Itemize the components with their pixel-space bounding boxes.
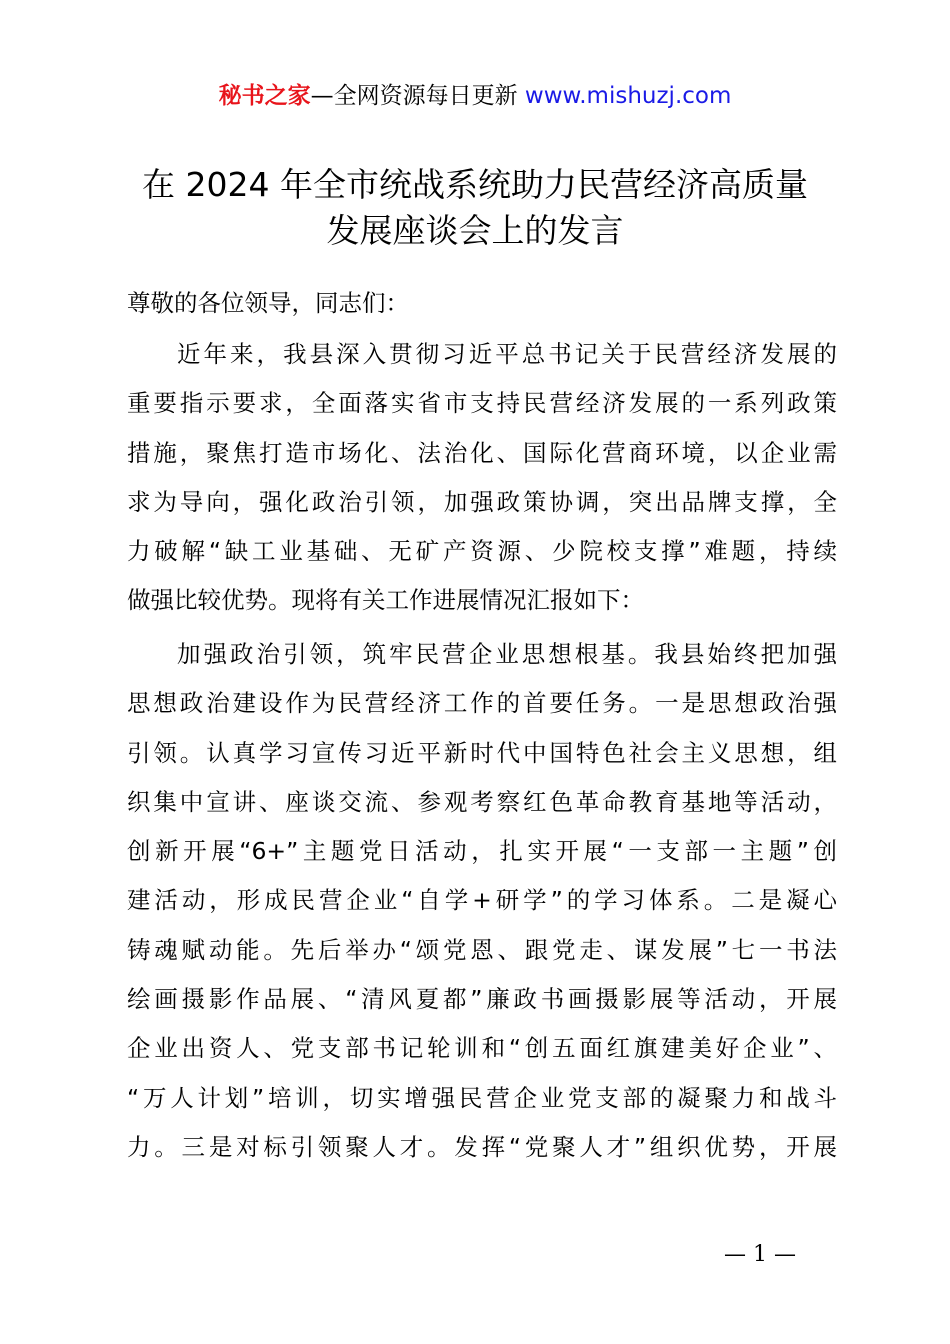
paragraph-line: 力。三是对标引领聚人才。发挥“党聚人才”组织优势，开展 — [127, 1132, 837, 1161]
paragraph-line: 措施，聚焦打造市场化、法治化、国际化营商环境，以企业需 — [127, 438, 837, 467]
paragraph-intro — [127, 330, 837, 626]
title-line-2: 发展座谈会上的发言 — [326, 211, 624, 250]
paragraph-line: 企业出资人、党支部书记轮训和“创五面红旗建美好企业”、 — [127, 1034, 837, 1063]
site-tagline: —全网资源每日更新 — [310, 83, 525, 109]
site-brand: 秘书之家 — [218, 83, 311, 109]
paragraph-line: 力破解“缺工业基础、无矿产资源、少院校支撑”难题，持续 — [127, 537, 837, 566]
paragraph-line: 加强政治引领，筑牢民营企业思想根基。我县始终把加强 — [177, 640, 837, 668]
paragraph-line: 重要指示要求，全面落实省市支持民营经济发展的一系列政策 — [127, 389, 837, 418]
paragraph-line: 创新开展“6+”主题党日活动，扎实开展“一支部一主题”创 — [127, 837, 837, 866]
paragraph-line: 思想政治建设作为民营经济工作的首要任务。一是思想政治强 — [127, 689, 837, 718]
document-title — [100, 162, 850, 254]
paragraph-line: “万人计划”培训，切实增强民营企业党支部的凝聚力和战斗 — [127, 1083, 837, 1112]
paragraph-line: 求为导向，强化政治引领，加强政策协调，突出品牌支撑，全 — [127, 487, 837, 516]
page-number: — 1 — — [724, 1242, 796, 1267]
paragraph-line: 建活动，形成民营企业“自学+研学”的学习体系。二是凝心 — [127, 886, 837, 915]
paragraph-political-guidance — [127, 630, 837, 1172]
paragraph-line: 近年来，我县深入贯彻习近平总书记关于民营经济发展的 — [177, 340, 837, 368]
site-header — [0, 80, 950, 112]
salutation: 尊敬的各位领导，同志们： — [127, 289, 409, 317]
site-url-link[interactable]: www.mishuzj.com — [524, 83, 732, 109]
paragraph-line: 引领。认真学习宣传习近平新时代中国特色社会主义思想，组 — [127, 738, 837, 767]
paragraph-line: 绘画摄影作品展、“清风夏都”廉政书画摄影展等活动，开展 — [127, 985, 837, 1014]
paragraph-line: 铸魂赋动能。先后举办“颂党恩、跟党走、谋发展”七一书法 — [127, 935, 837, 964]
paragraph-line: 做强比较优势。现将有关工作进展情况汇报如下： — [127, 586, 644, 615]
paragraph-line: 织集中宣讲、座谈交流、参观考察红色革命教育基地等活动， — [127, 787, 837, 816]
title-line-1: 在 2024 年全市统战系统助力民营经济高质量 — [142, 165, 808, 204]
